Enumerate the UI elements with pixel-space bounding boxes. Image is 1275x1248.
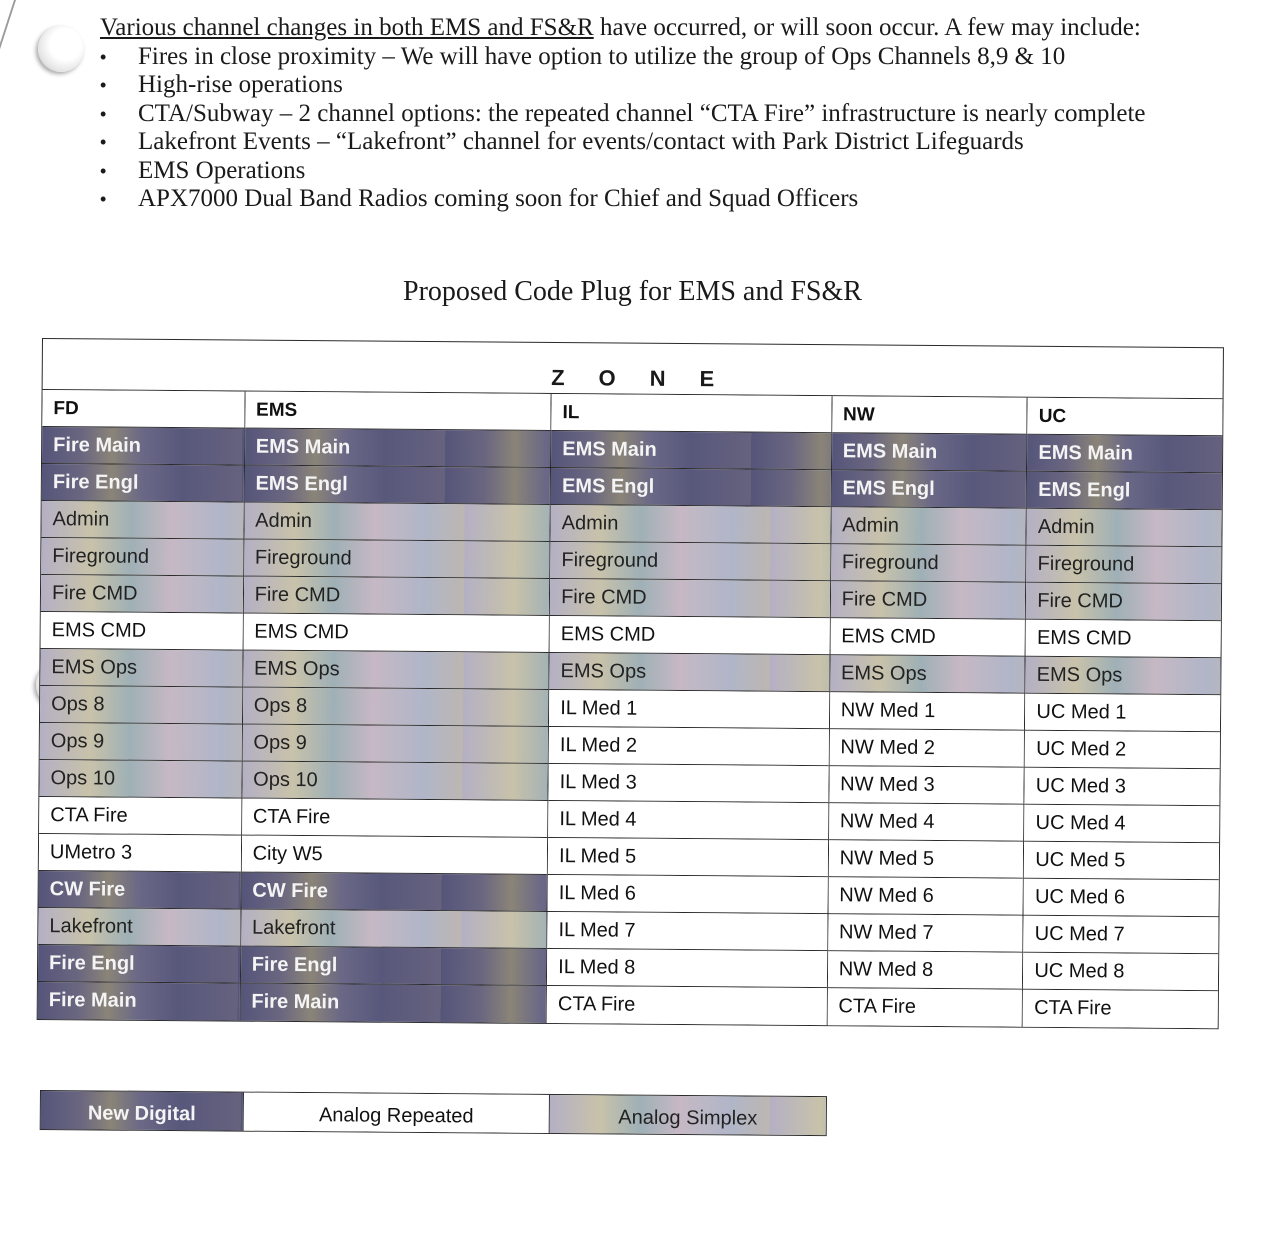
channel-cell: EMS Main	[832, 433, 1027, 472]
channel-cell: Admin	[551, 505, 831, 544]
channel-cell: CTA Fire	[827, 988, 1022, 1027]
legend-simplex: Analog Simplex	[550, 1095, 826, 1135]
channel-cell: EMS CMD	[41, 612, 243, 651]
channel-cell: Admin	[831, 507, 1026, 546]
channel-cell: IL Med 2	[549, 727, 829, 766]
channel-cell: Lakefront	[241, 910, 547, 949]
channel-cell: City W5	[241, 836, 547, 875]
channel-cell: Ops 10	[39, 760, 241, 799]
intro-section	[100, 14, 1200, 214]
zone-column-uc	[1023, 398, 1223, 1029]
channel-cell: Fireground	[831, 544, 1026, 583]
channel-cell: Fire CMD	[550, 579, 830, 618]
channel-cell: NW Med 4	[829, 803, 1024, 842]
zone-column-ems	[240, 392, 551, 1023]
channel-cell: UC Med 5	[1024, 842, 1219, 881]
channel-cell: UC Med 2	[1025, 731, 1220, 770]
page-title: Proposed Code Plug for EMS and FS&R	[403, 276, 862, 307]
channel-cell: UC Med 4	[1024, 805, 1219, 844]
channel-cell: Ops 10	[242, 762, 548, 801]
channel-cell: Fire Main	[42, 427, 244, 466]
column-header: IL	[551, 394, 831, 433]
channel-cell: Fireground	[550, 542, 830, 581]
channel-cell: EMS Engl	[244, 466, 550, 505]
channel-cell: Lakefront	[38, 908, 240, 947]
channel-cell: IL Med 5	[548, 838, 828, 877]
channel-cell: Admin	[244, 503, 550, 542]
channel-cell: Fire Main	[38, 982, 240, 1021]
column-header: EMS	[245, 392, 551, 431]
channel-cell: EMS CMD	[830, 618, 1025, 657]
channel-cell: IL Med 6	[548, 875, 828, 914]
channel-cell: Ops 9	[40, 723, 242, 762]
intro-heading-underlined: Various channel changes in both EMS and FS&R	[100, 14, 594, 41]
channel-cell: EMS Ops	[243, 651, 549, 690]
channel-cell: EMS Ops	[1026, 657, 1221, 696]
channel-cell: CW Fire	[39, 871, 241, 910]
channel-cell: CTA Fire	[242, 799, 548, 838]
bullet-item: • APX7000 Dual Band Radios coming soon for Chief and Squad Officers	[100, 185, 1200, 214]
channel-cell: EMS Engl	[1027, 472, 1222, 511]
channel-cell: EMS CMD	[243, 614, 549, 653]
intro-heading-rest: have occurred, or will soon occur. A few may include:	[593, 14, 1141, 41]
scan-edge-mark	[0, 0, 16, 60]
column-header: FD	[42, 390, 244, 429]
channel-cell: EMS Ops	[40, 649, 242, 688]
channel-cell: IL Med 7	[547, 912, 827, 951]
column-header: NW	[832, 396, 1027, 435]
channel-cell: Fire CMD	[1026, 583, 1221, 622]
channel-cell: Ops 8	[243, 688, 549, 727]
intro-heading	[100, 14, 1200, 43]
channel-cell: NW Med 7	[828, 914, 1023, 953]
channel-cell: EMS Engl	[551, 468, 831, 507]
channel-cell: Fire Main	[240, 984, 546, 1023]
channel-cell: Fire CMD	[830, 581, 1025, 620]
channel-cell: IL Med 4	[548, 801, 828, 840]
zone-column-fd	[38, 390, 246, 1021]
channel-cell: EMS CMD	[550, 616, 830, 655]
channel-cell: UMetro 3	[39, 834, 241, 873]
channel-cell: Ops 9	[242, 725, 548, 764]
channel-cell: Fireground	[1026, 546, 1221, 585]
channel-cell: EMS Ops	[549, 653, 829, 692]
channel-cell: NW Med 5	[828, 840, 1023, 879]
channel-cell: UC Med 3	[1025, 768, 1220, 807]
zone-table	[37, 338, 1224, 1029]
channel-cell: CTA Fire	[547, 986, 827, 1025]
bullet-item: • CTA/Subway – 2 channel options: the repeated channel “CTA Fire” infrastructure is nearly complete	[100, 100, 1200, 129]
channel-cell: UC Med 1	[1025, 694, 1220, 733]
channel-cell: Fireground	[41, 538, 243, 577]
channel-cell: Fireground	[244, 540, 550, 579]
channel-cell: EMS Main	[551, 431, 831, 470]
bullet-item: • High-rise operations	[100, 71, 1200, 100]
channel-cell: IL Med 8	[547, 949, 827, 988]
channel-cell: EMS Ops	[830, 655, 1025, 694]
channel-cell: Fire CMD	[243, 577, 549, 616]
channel-cell: UC Med 7	[1024, 916, 1219, 955]
channel-cell: Fire CMD	[41, 575, 243, 614]
channel-cell: CTA Fire	[39, 797, 241, 836]
channel-type-legend	[40, 1090, 827, 1136]
bullet-item: • Lakefront Events – “Lakefront” channel for events/contact with Park District Lifeguards	[100, 128, 1200, 157]
channel-cell: UC Med 6	[1024, 879, 1219, 918]
channel-cell: Admin	[41, 501, 243, 540]
channel-cell: NW Med 2	[829, 729, 1024, 768]
channel-cell: NW Med 3	[829, 766, 1024, 805]
zone-columns	[38, 390, 1223, 1028]
punch-hole-top	[38, 26, 84, 72]
channel-cell: EMS Engl	[831, 470, 1026, 509]
channel-cell: CW Fire	[241, 873, 547, 912]
channel-cell: IL Med 3	[549, 764, 829, 803]
channel-cell: Fire Engl	[42, 464, 244, 503]
channel-cell: EMS CMD	[1026, 620, 1221, 659]
bullet-item: • EMS Operations	[100, 157, 1200, 186]
bullet-item: • Fires in close proximity – We will have option to utilize the group of Ops Channels 8,9 & 10	[100, 43, 1200, 72]
zone-header: ZONE	[43, 339, 1223, 399]
legend-digital: New Digital	[41, 1091, 244, 1131]
channel-cell: Admin	[1027, 509, 1222, 548]
channel-cell: NW Med 1	[830, 692, 1025, 731]
channel-cell: CTA Fire	[1023, 990, 1218, 1029]
legend-repeated: Analog Repeated	[244, 1093, 550, 1133]
channel-cell: Fire Engl	[241, 947, 547, 986]
channel-cell: Ops 8	[40, 686, 242, 725]
zone-column-nw	[827, 396, 1028, 1027]
channel-cell: EMS Main	[245, 429, 551, 468]
zone-column-il	[547, 394, 832, 1025]
channel-cell: Fire Engl	[38, 945, 240, 984]
column-header: UC	[1028, 398, 1223, 437]
channel-cell: NW Med 8	[828, 951, 1023, 990]
channel-cell: NW Med 6	[828, 877, 1023, 916]
intro-bullet-list	[100, 43, 1200, 214]
channel-cell: UC Med 8	[1023, 953, 1218, 992]
channel-cell: IL Med 1	[549, 690, 829, 729]
channel-cell: EMS Main	[1027, 435, 1222, 474]
